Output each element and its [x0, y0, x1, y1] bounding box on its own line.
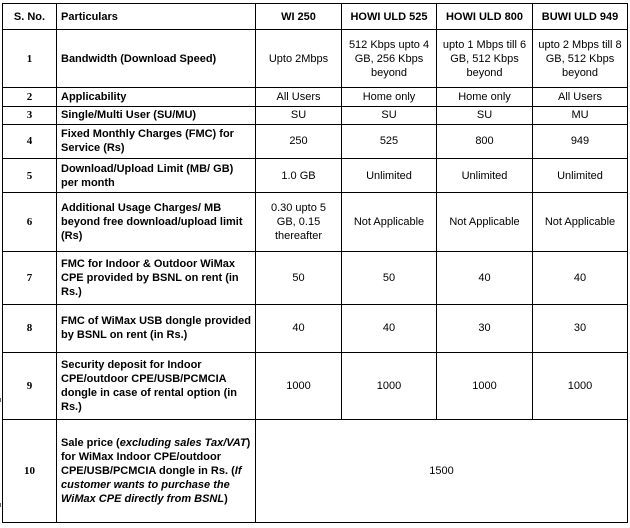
- row-number: 4: [3, 124, 57, 158]
- cell-value: SU: [437, 106, 533, 124]
- row-particular: FMC of WiMax USB dongle provided by BSNL on rent (in Rs.): [57, 305, 256, 352]
- header-sno: S. No.: [3, 4, 57, 30]
- cell-value: 40: [437, 251, 533, 304]
- table-row: [3, 420, 628, 523]
- cell-value: upto 2 Mbps till 8 GB, 512 Kbps beyond: [533, 30, 628, 88]
- cell-value: 50: [342, 251, 437, 304]
- row-particular: Bandwidth (Download Speed): [57, 30, 256, 88]
- cell-value: Unlimited: [342, 159, 437, 193]
- header-row: [3, 4, 628, 30]
- row-particular: Applicability: [57, 88, 256, 106]
- row-number: 9: [3, 352, 57, 420]
- row-number: 6: [3, 193, 57, 251]
- row-number: 8: [3, 305, 57, 352]
- table-row: [3, 305, 628, 352]
- cell-value: 1000: [342, 352, 437, 420]
- cell-value: 250: [256, 124, 342, 158]
- row-particular: Security deposit for Indoor CPE/outdoor CPE/USB/PCMCIA dongle in case of rental option (in Rs.): [57, 352, 256, 420]
- header-plan-howi-uld-800: HOWI ULD 800: [437, 4, 533, 30]
- sale-price-purchase-note: If customer wants to purchase the WiMax CPE directly from BSNL: [61, 465, 242, 506]
- row-number: 5: [3, 159, 57, 193]
- row-number: 10: [3, 420, 57, 523]
- sale-price-text: ): [224, 493, 228, 506]
- cell-value: 1000: [437, 352, 533, 420]
- row-particular: Additional Usage Charges/ MB beyond free download/upload limit (Rs): [57, 193, 256, 251]
- cell-value: 40: [342, 305, 437, 352]
- merged-sale-price-value: 1500: [256, 420, 628, 523]
- row-number: 2: [3, 88, 57, 106]
- cell-value: SU: [256, 106, 342, 124]
- table-row: [3, 30, 628, 88]
- header-plan-buwi-uld-949: BUWI ULD 949: [533, 4, 628, 30]
- cell-value: 1000: [256, 352, 342, 420]
- row-number: 7: [3, 251, 57, 304]
- tariff-table: [2, 3, 628, 523]
- cell-value: Unlimited: [533, 159, 628, 193]
- cell-value: Not Applicable: [342, 193, 437, 251]
- header-particulars: Particulars: [57, 4, 256, 30]
- cell-value: 40: [256, 305, 342, 352]
- cell-value: Not Applicable: [533, 193, 628, 251]
- cell-value: 1.0 GB: [256, 159, 342, 193]
- table-row: [3, 88, 628, 106]
- row-particular: Download/Upload Limit (MB/ GB) per month: [57, 159, 256, 193]
- cell-value: 30: [533, 305, 628, 352]
- row-particular: Fixed Monthly Charges (FMC) for Service (Rs): [57, 124, 256, 158]
- cell-value: 800: [437, 124, 533, 158]
- cell-value: All Users: [533, 88, 628, 106]
- cell-value: Home only: [437, 88, 533, 106]
- cell-value: 949: [533, 124, 628, 158]
- cell-value: All Users: [256, 88, 342, 106]
- row-particular: Single/Multi User (SU/MU): [57, 106, 256, 124]
- cell-value: 30: [437, 305, 533, 352]
- header-plan-howi-uld-525: HOWI ULD 525: [342, 4, 437, 30]
- table-row: [3, 124, 628, 158]
- cell-value: 1000: [533, 352, 628, 420]
- cell-value: Unlimited: [437, 159, 533, 193]
- sale-price-tax-note: excluding sales Tax/VAT: [119, 437, 247, 450]
- table-row: [3, 352, 628, 420]
- cell-value: 0.30 upto 5 GB, 0.15 thereafter: [256, 193, 342, 251]
- table-row: [3, 251, 628, 304]
- sale-price-text: ) for WiMax Indoor CPE/outdoor CPE/USB/PCMCIA dongle in Rs. (: [61, 437, 251, 478]
- row-number: 3: [3, 106, 57, 124]
- cell-value: 525: [342, 124, 437, 158]
- cell-value: Upto 2Mbps: [256, 30, 342, 88]
- margin-mark: [0, 398, 1, 402]
- cell-value: Home only: [342, 88, 437, 106]
- table-row: [3, 193, 628, 251]
- margin-mark: [0, 503, 1, 507]
- cell-value: 50: [256, 251, 342, 304]
- row-number: 1: [3, 30, 57, 88]
- cell-value: Not Applicable: [437, 193, 533, 251]
- cell-value: 40: [533, 251, 628, 304]
- sale-price-text: Sale price (: [61, 437, 120, 450]
- table-row: [3, 159, 628, 193]
- row-particular: [57, 420, 256, 523]
- cell-value: MU: [533, 106, 628, 124]
- header-plan-wi250: WI 250: [256, 4, 342, 30]
- cell-value: 512 Kbps upto 4 GB, 256 Kbps beyond: [342, 30, 437, 88]
- cell-value: upto 1 Mbps till 6 GB, 512 Kbps beyond: [437, 30, 533, 88]
- cell-value: SU: [342, 106, 437, 124]
- table-row: [3, 106, 628, 124]
- row-particular: FMC for Indoor & Outdoor WiMax CPE provided by BSNL on rent (in Rs.): [57, 251, 256, 304]
